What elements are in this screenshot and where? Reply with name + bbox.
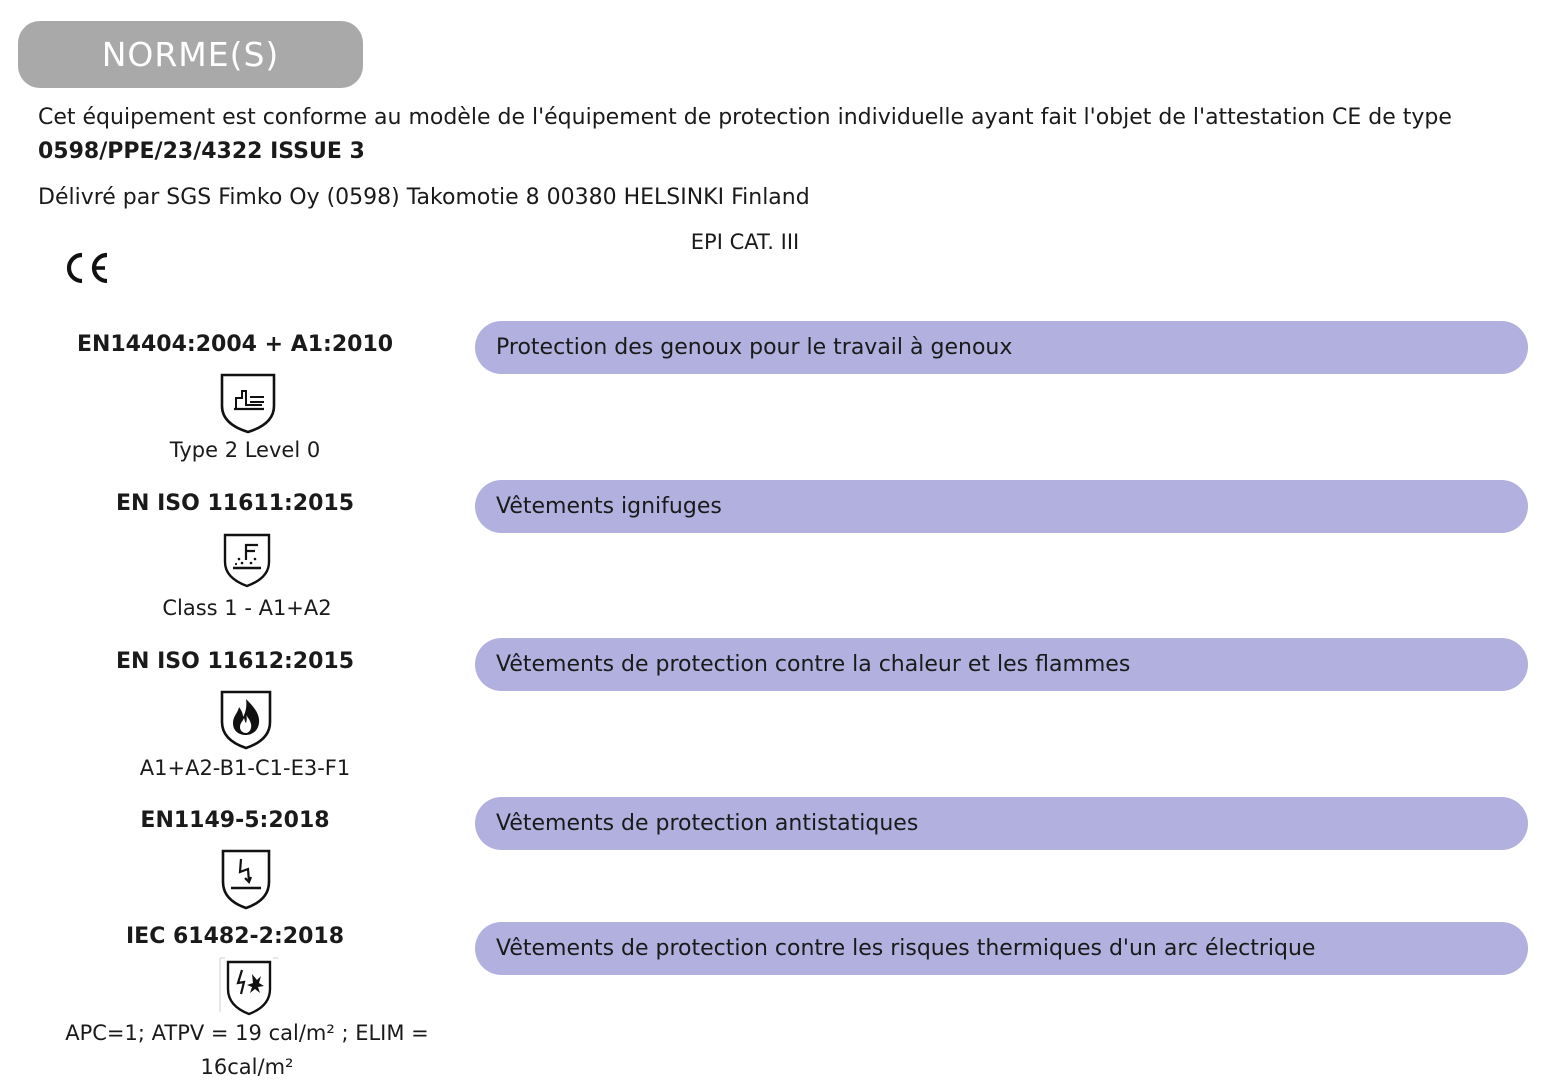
welding-icon [222,532,272,588]
antistatic-icon [220,848,272,910]
conformity-statement [38,101,1518,169]
standard-description: Vêtements de protection contre la chaleur et les flammes [475,638,1528,691]
standard-code: EN ISO 11612:2015 [115,649,355,674]
standard-level: APC=1; ATPV = 19 cal/m² ; ELIM = 16cal/m² [65,1021,429,1079]
standard-description: Vêtements de protection contre les risques thermiques d'un arc électrique [475,922,1528,975]
flame-icon [219,689,273,750]
ce-mark-icon [63,250,113,286]
kneeling-worker-icon [218,372,278,434]
standard-code: EN1149-5:2018 [140,808,330,833]
standard-description: Vêtements de protection antistatiques [475,797,1528,850]
standard-description: Vêtements ignifuges [475,480,1528,533]
standard-level: Type 2 Level 0 [169,438,321,462]
electric-arc-icon [219,956,279,1018]
standard-code: EN14404:2004 + A1:2010 [76,332,394,357]
conformity-text: Cet équipement est conforme au modèle de l'équipement de protection individuelle ayant fait l'objet de l'attestation CE de type [38,105,1452,130]
standard-level: Class 1 - A1+A2 [162,596,332,620]
issuer-line: Délivré par SGS Fimko Oy (0598) Takomotie 8 00380 HELSINKI Finland [38,185,810,210]
certificate-number: 0598/PPE/23/4322 ISSUE 3 [38,139,365,164]
standard-level: A1+A2-B1-C1-E3-F1 [139,756,351,780]
standard-code: IEC 61482-2:2018 [125,924,345,949]
section-title: NORME(S) [18,21,363,88]
standard-description: Protection des genoux pour le travail à genoux [475,321,1528,374]
standard-code: EN ISO 11611:2015 [115,491,355,516]
ppe-category: EPI CAT. III [690,230,800,254]
